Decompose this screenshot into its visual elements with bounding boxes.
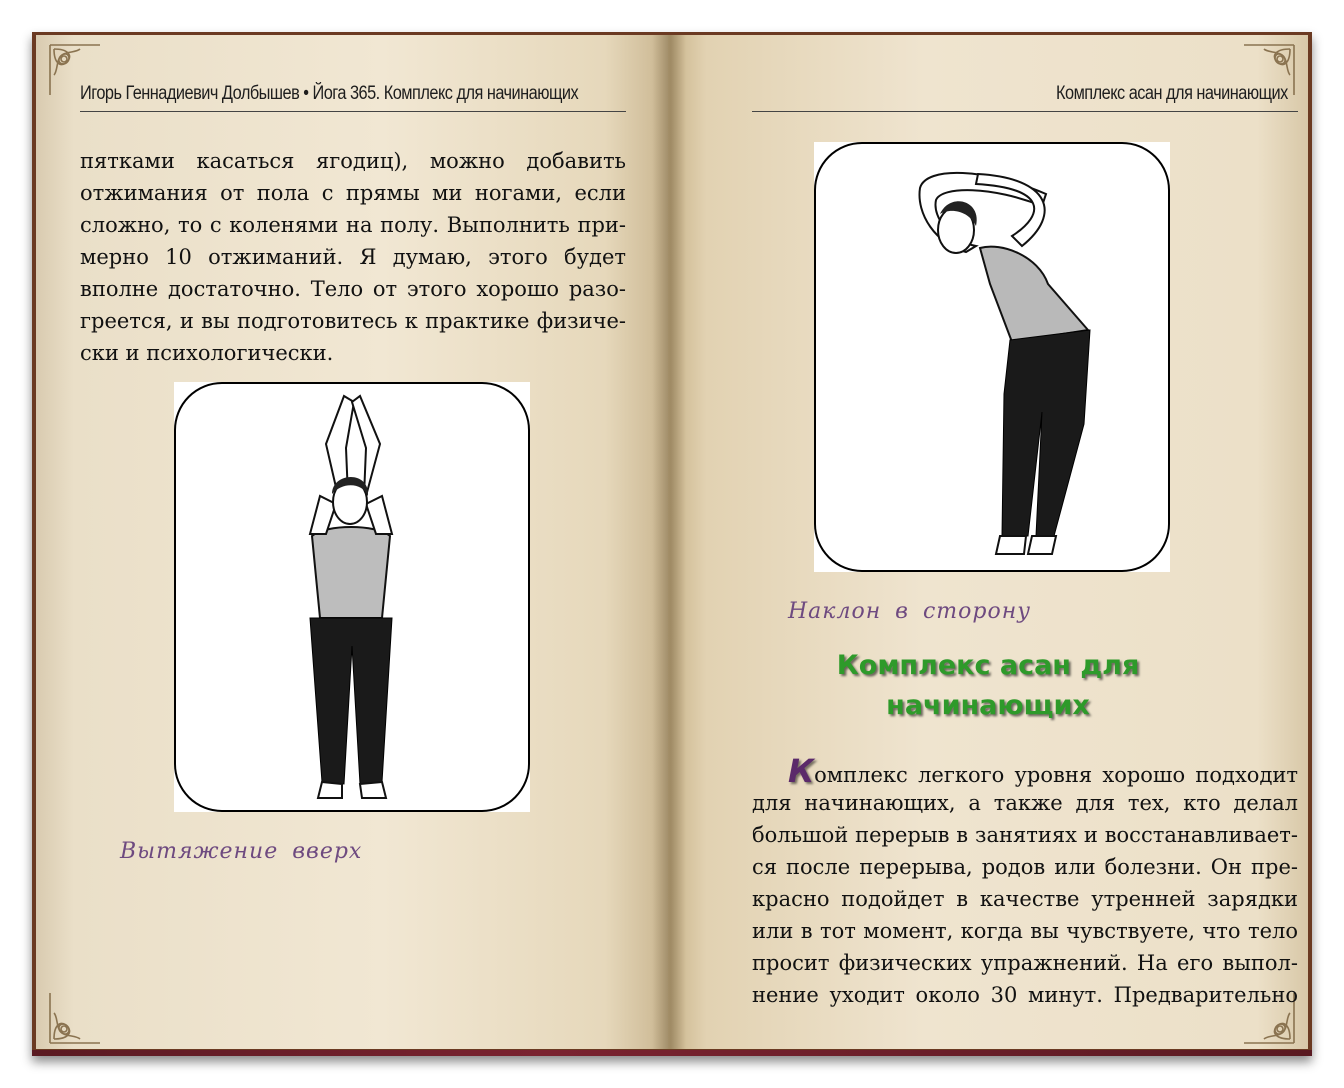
text-line: отжимания от пола с прямы ми ногами, если xyxy=(80,181,626,205)
book-spread xyxy=(32,32,1312,1056)
text-line: для начинающих, а также для тех, кто делал xyxy=(752,791,1298,815)
ornament-corner-icon xyxy=(46,989,104,1047)
text-line: красно подойдет в качестве утренней зарядки xyxy=(752,887,1298,911)
figure-stretch-up xyxy=(174,382,530,812)
right-page[interactable] xyxy=(668,35,1308,1049)
header-divider xyxy=(752,111,1298,112)
text-line: большой перерыв в занятиях и восстанавливает- xyxy=(752,823,1298,847)
header-divider xyxy=(80,111,626,112)
text-line: ски и психологически. xyxy=(80,341,334,365)
text-line: вполне достаточно. Тело от этого хорошо разо- xyxy=(80,277,626,301)
text-line: пятками касаться ягодиц), можно добавить xyxy=(80,149,626,173)
text-line: просит физических упражнений. На его выпол- xyxy=(752,951,1298,975)
figure-caption: Вытяжение вверх xyxy=(120,839,363,864)
section-title-line: Комплекс асан для xyxy=(836,650,1140,681)
first-line-text: омплекс легкого уровня хорошо подходит xyxy=(814,763,1298,787)
drop-cap: К xyxy=(788,752,815,790)
figure-caption: Наклон в сторону xyxy=(788,599,1031,624)
person-side-bend-icon xyxy=(816,144,1168,570)
text-line: греется, и вы подготовитесь к практике физиче- xyxy=(80,309,626,333)
text-line: мерно 10 отжиманий. Я думаю, этого будет xyxy=(80,245,626,269)
text-line: нение уходит около 30 минут. Предварительно xyxy=(752,983,1298,1007)
running-head-right: Комплекс асан для начинающих xyxy=(1056,83,1288,104)
text-line: или в тот момент, когда вы чувствуете, что тело xyxy=(752,919,1298,943)
figure-side-bend xyxy=(814,142,1170,572)
running-head-left: Игорь Геннадиевич Долбышев • Йога 365. Комплекс для начинающих xyxy=(80,83,579,104)
text-line: сложно, то с коленями на полу. Выполнить при- xyxy=(80,213,626,237)
left-page[interactable] xyxy=(36,35,668,1049)
section-title-line: начинающих xyxy=(886,690,1090,721)
text-line-first xyxy=(752,752,1298,791)
person-arms-up-icon xyxy=(176,384,528,810)
text-line: ся после перерыва, родов или болезни. Он пре- xyxy=(752,855,1298,879)
